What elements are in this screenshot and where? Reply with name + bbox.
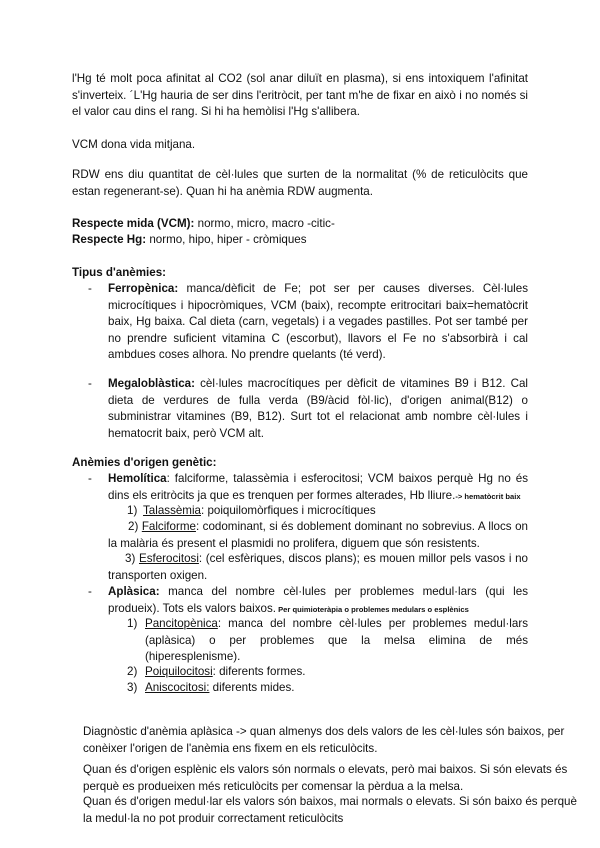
aniscocitosi-label: Aniscocitosi: [145, 681, 210, 694]
diagnostic-paragraph: Diagnòstic d'anèmia aplàsica -> quan almenys dos dels valors de les cèl·lules són baixos, per conèixer l'origen de l'anèmia ens fixem en els reticulòcits. [83, 725, 565, 755]
pancitopenica-text: : manca del nombre cèl·lules per problemes medul·lars (aplàsica) o per problemes que la melsa elimina de més (hiperesplenisme). [145, 617, 528, 663]
poiquilocitosi-label: Poiquilocitosi [145, 665, 213, 678]
intro-paragraph-1: l'Hg té molt poca afinitat al CO2 (sol anar diluït en plasma), si ens intoxiquem l'afinitat s'inverteix. ´L'Hg hauria de ser dins l'eritròcit, per tant m'he de fixar en això i no només si el valor cau dins el rang. Si hi ha hemòlisi l'Hg s'allibera. [72, 72, 528, 118]
pancitopenica-number: 1) [127, 617, 138, 630]
esferocitosi-label: Esferocitosi [138, 552, 199, 565]
megaloblastica-text: cèl·lules macrocítiques per dèficit de vitamines B9 i B12. Cal dieta de verdures de fulla verda (B9/àcid fòl·lic), d'origen animal(B12) o subministrar vitamines (B9, B12). Surt tot el relacionat amb nombre cèl·lules i hematocrit baix, però VCM alt. [108, 377, 528, 440]
diagnostic-medul-lar: Quan és d'origen medul·lar els valors són baixos, mai normals o elevats. Si són baixo és perquè la medul·la no pot produir correctament reticulòcits [83, 795, 577, 825]
list-dash: - [88, 377, 92, 390]
hemolitica-note: -> hematòcrit baix [455, 491, 521, 501]
genetic-heading [72, 455, 528, 472]
falciforme-label: Falciforme [141, 520, 196, 533]
ferropenica-text: manca/dèficit de Fe; pot ser per causes diverses. Cèl·lules microcítiques i hipocròmiques, VCM (baix), recompte eritrocitari baix=hematòcrit baix, Hg baixa. Cal dieta (carn, vegetals) i a vegades pastilles. Pot ser també per no prendre suficient vitamina C (escorbut), llavors el Fe no s'absorbirà i cal ambdues coses alhora. No prendre quelants (té verd). [108, 282, 528, 361]
megaloblastica-item [108, 376, 528, 442]
genetic-heading-text: Anèmies d'origen genètic: [72, 456, 217, 469]
poiquilocitosi-text: : diferents formes. [212, 665, 306, 678]
aplasica-text: manca del nombre cèl·lules per problemes medul·lars (qui les produeix). Tots els valors baixos. [108, 585, 528, 615]
respecte-hg-label: Respecte Hg: [72, 233, 147, 246]
pancitopenica-item [145, 616, 528, 666]
hemolitica-item [108, 471, 528, 505]
esferocitosi-text: : (cel esfèriques, discos plans); es mouen millor pels vasos i no transporten oxigen. [108, 552, 528, 582]
intro-paragraph-2: VCM dona vida mitjana. [72, 138, 196, 151]
aniscocitosi-number: 3) [127, 681, 138, 694]
poiquilocitosi-item [145, 664, 528, 681]
pancitopenica-label: Pancitopènica [145, 617, 218, 630]
aplasica-label: Aplàsica: [108, 585, 160, 598]
respecte-hg-line [72, 232, 528, 249]
list-dash: - [88, 282, 92, 295]
intro-paragraph-3: RDW ens diu quantitat de cèl·lules que surten de la normalitat (% de reticulòcits que estan regenerant-se). Quan hi ha anèmia RDW augmenta. [72, 168, 528, 198]
poiquilocitosi-number: 2) [127, 665, 138, 678]
list-dash: - [88, 585, 92, 598]
respecte-mida-line [72, 216, 528, 233]
tipus-heading [72, 265, 528, 282]
falciforme-number: 2) [128, 520, 139, 533]
talassemia-text: : poiquilomòrfiques i microcítiques [201, 504, 376, 517]
respecte-mida-text: normo, micro, macro -citic- [194, 217, 335, 230]
hemolitica-label: Hemolítica [108, 472, 167, 485]
falciforme-item [108, 519, 528, 552]
aniscocitosi-item [145, 680, 528, 697]
talassemia-number: 1) [127, 504, 138, 517]
respecte-mida-label: Respecte mida (VCM): [72, 217, 195, 230]
aplasica-item [108, 584, 528, 618]
diagnostic-esplenic: Quan és d'origen esplènic els valors són normals o elevats, però mai baixos. Si són elevats és perquè es produeixen més reticulòcits per comensar la pèrdua a la melsa. [83, 763, 568, 793]
esferocitosi-number: 3) [125, 552, 136, 565]
talassemia-item [143, 503, 528, 520]
tipus-heading-text: Tipus d'anèmies: [72, 266, 167, 279]
falciforme-text: : codominant, si és doblement dominant no sobrevius. A llocs on la malària és present el plasmidi no prolifera, diguem que són resistents. [108, 520, 528, 550]
ferropenica-label: Ferropènica: [108, 282, 179, 295]
megaloblastica-label: Megaloblàstica: [108, 377, 195, 390]
ferropenica-item [108, 281, 528, 364]
esferocitosi-item [108, 551, 528, 584]
aplasica-note: Per quimioteràpia o problemes medulars o esplènics [275, 604, 469, 614]
list-dash: - [88, 472, 92, 485]
talassemia-label: Talassèmia [143, 504, 201, 517]
respecte-hg-text: normo, hipo, hiper - cròmiques [146, 233, 307, 246]
hemolitica-text: : falciforme, talassèmia i esferocitosi; VCM baixos perquè Hg no és dins els eritròcits ja que es trenquen per formes alterades, Hb lliure. [108, 472, 528, 502]
aniscocitosi-text: diferents mides. [209, 681, 295, 694]
